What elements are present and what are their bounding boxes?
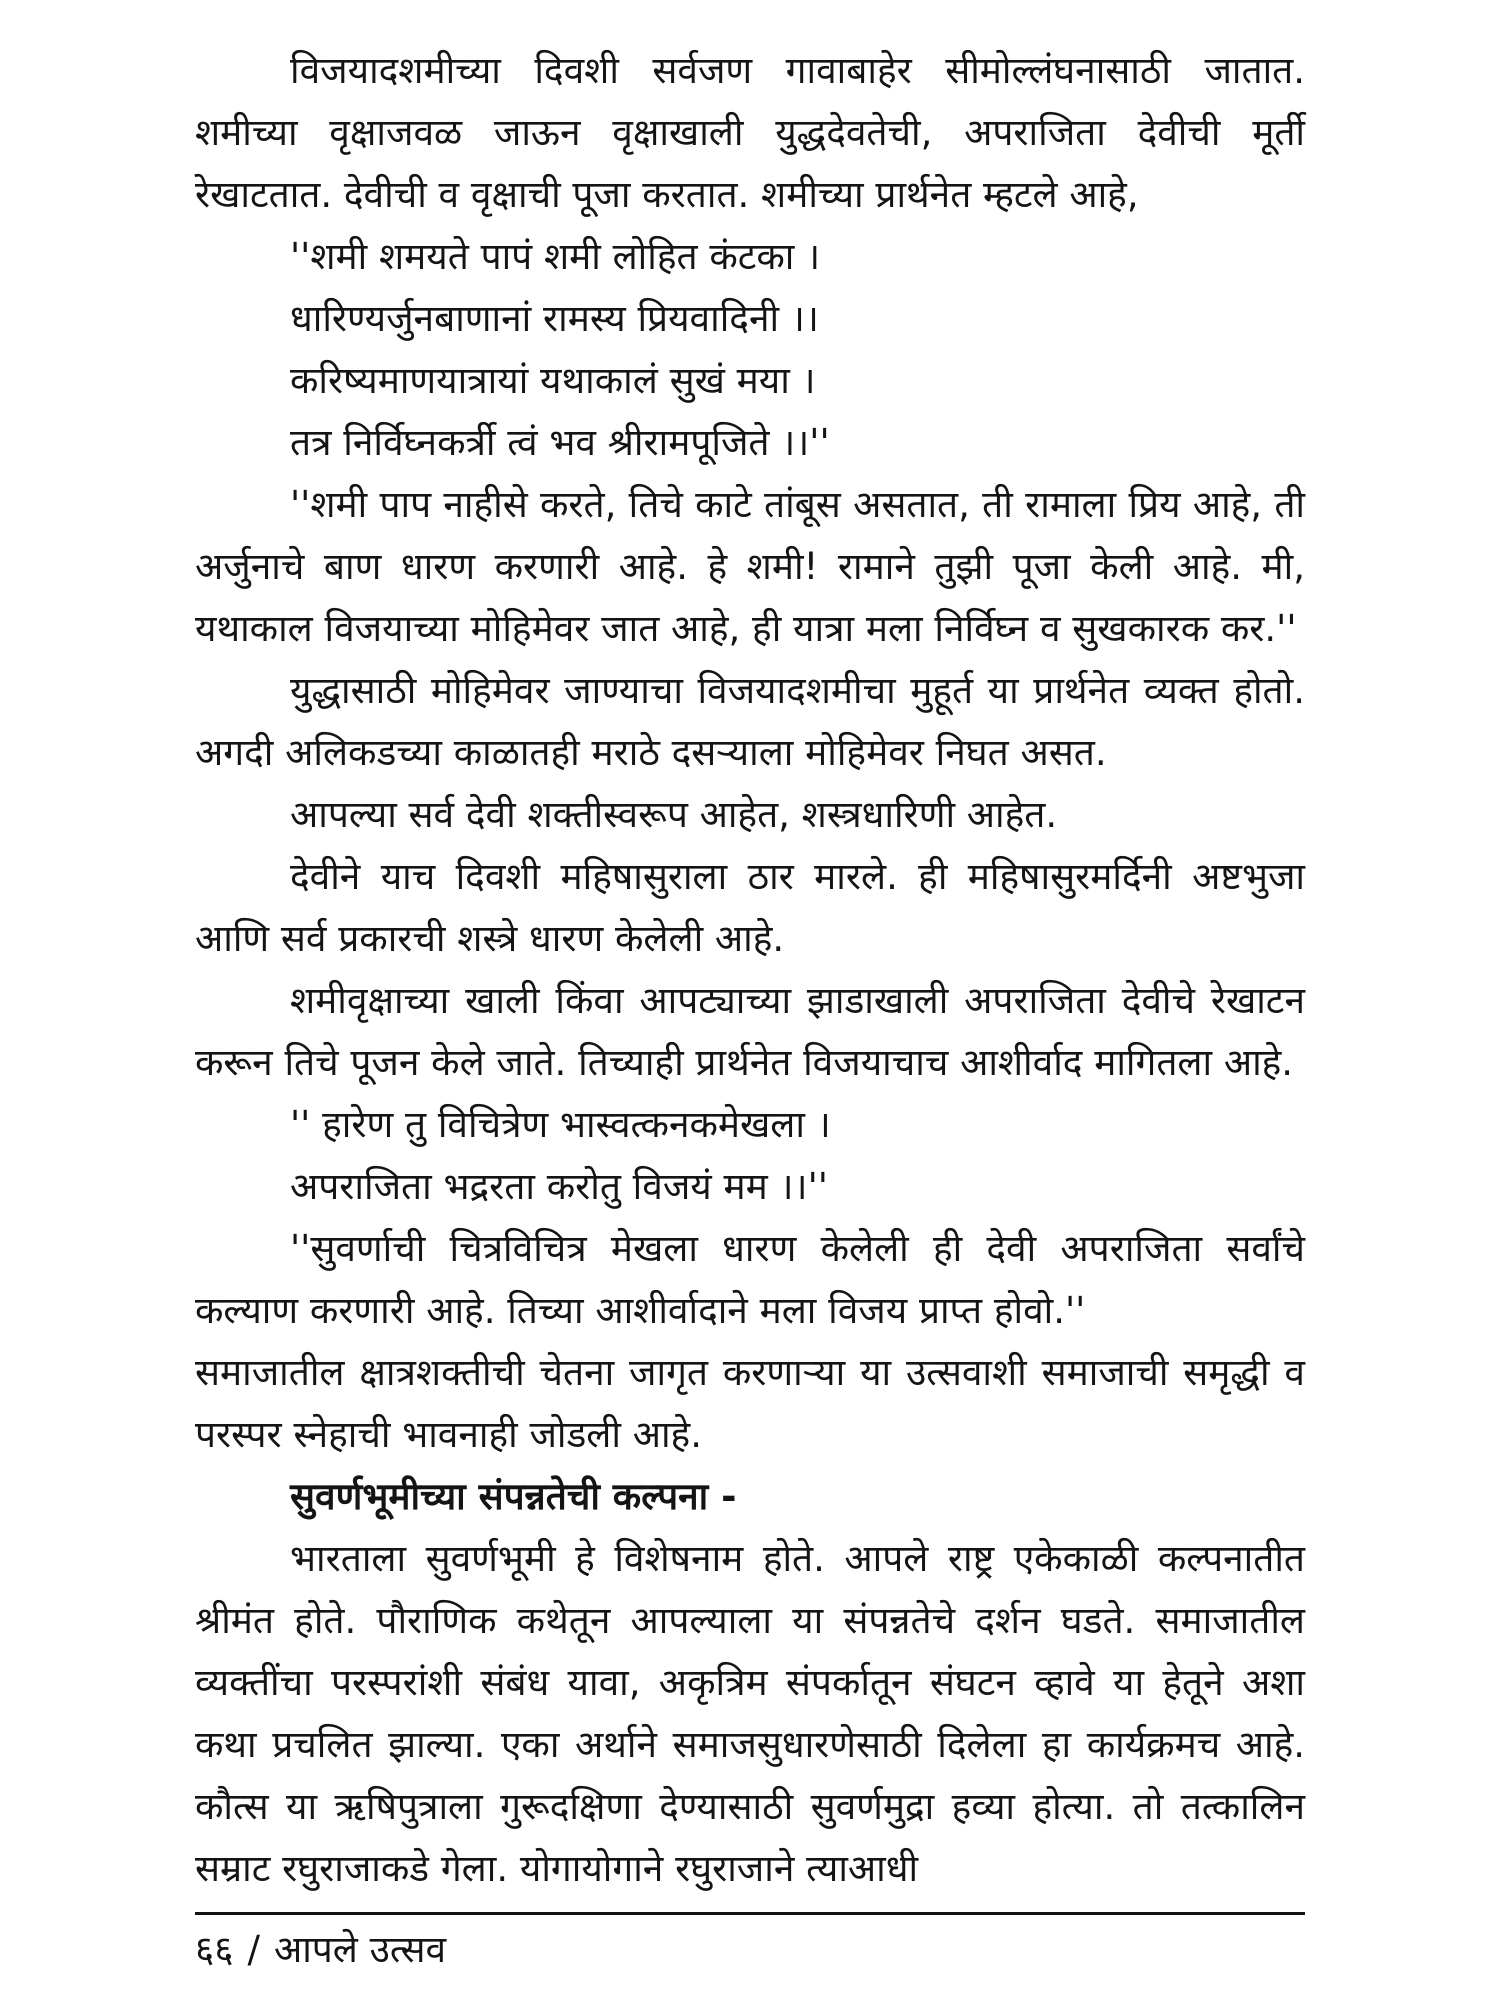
paragraph-9: भारताला सुवर्णभूमी हे विशेषनाम होते. आपले राष्ट्र एकेकाळी कल्पनातीत श्रीमंत होते. पौराणिक कथेतून आपल्याला या संपन्नतेचे दर्शन घडते. समाजातील व्यक्तींचा परस्परांशी संबंध यावा, अकृत्रिम संपर्कातून संघटन व्हावे या हेतूने अशा कथा प्रचलित झाल्या. एका अर्थाने समाजसुधारणेसाठी दिलेला हा कार्यक्रमच आहे. कौत्स या ऋषिपुत्राला गुरूदक्षिणा देण्यासाठी सुवर्णमुद्रा हव्या होत्या. तो तत्कालिन सम्राट रघुराजाकडे गेला. योगायोगाने रघुराजाने त्याआधी [195, 1537, 1305, 1890]
shami-prayer-verse [195, 226, 1305, 474]
paragraph-3: युद्धासाठी मोहिमेवर जाण्याचा विजयादशमीचा मुहूर्त या प्रार्थनेत व्यक्त होतो. अगदी अलिकडच्या काळातही मराठे दसऱ्याला मोहिमेवर निघत असत. [195, 669, 1305, 774]
paragraph-1: विजयादशमीच्या दिवशी सर्वजण गावाबाहेर सीमोल्लंघनासाठी जातात. शमीच्या वृक्षाजवळ जाऊन वृक्षाखाली युद्धदेवतेची, अपराजिता देवीची मूर्ती रेखाटतात. देवीची व वृक्षाची पूजा करतात. शमीच्या प्रार्थनेत म्हटले आहे, [195, 49, 1305, 216]
paragraph-5: देवीने याच दिवशी महिषासुराला ठार मारले. ही महिषासुरमर्दिनी अष्टभुजा आणि सर्व प्रकारची शस्त्रे धारण केलेली आहे. [195, 855, 1305, 960]
page-footer [195, 1925, 446, 1975]
verse-line: करिष्यमाणयात्रायां यथाकालं सुखं मया । [290, 359, 816, 402]
book-title: आपले उत्सव [273, 1928, 447, 1971]
verse-line: '' हारेण तु विचित्रेण भास्वत्कनकमेखला । [290, 1103, 831, 1146]
paragraph-2: ''शमी पाप नाहीसे करते, तिचे काटे तांबूस असतात, ती रामाला प्रिय आहे, ती अर्जुनाचे बाण धारण करणारी आहे. हे शमी! रामाने तुझी पूजा केली आहे. मी, यथाकाल विजयाच्या मोहिमेवर जात आहे, ही यात्रा मला निर्विघ्न व सुखकारक कर.'' [195, 483, 1305, 650]
page-number: ६६ [195, 1928, 234, 1971]
page-body [195, 40, 1305, 1900]
aparajita-prayer-verse [195, 1094, 1305, 1218]
verse-line: अपराजिता भद्ररता करोतु विजयं मम ।।'' [290, 1165, 828, 1208]
footer-divider [195, 1912, 1305, 1915]
verse-line: ''शमी शमयते पापं शमी लोहित कंटका । [290, 235, 821, 278]
verse-line: तत्र निर्विघ्नकर्त्री त्वं भव श्रीरामपूजिते ।।'' [290, 421, 830, 464]
section-heading: सुवर्णभूमीच्या संपन्नतेची कल्पना - [290, 1475, 737, 1518]
footer-separator: / [247, 1928, 260, 1971]
paragraph-8: समाजातील क्षात्रशक्तीची चेतना जागृत करणाऱ्या या उत्सवाशी समाजाची समृद्धी व परस्पर स्नेहाची भावनाही जोडली आहे. [195, 1351, 1305, 1456]
paragraph-4: आपल्या सर्व देवी शक्तीस्वरूप आहेत, शस्त्रधारिणी आहेत. [290, 793, 1058, 836]
paragraph-7: ''सुवर्णाची चित्रविचित्र मेखला धारण केलेली ही देवी अपराजिता सर्वांचे कल्याण करणारी आहे. तिच्या आशीर्वादाने मला विजय प्राप्त होवो.'' [195, 1227, 1305, 1332]
verse-line: धारिण्यर्जुनबाणानां रामस्य प्रियवादिनी ।। [290, 297, 819, 340]
paragraph-6: शमीवृक्षाच्या खाली किंवा आपट्याच्या झाडाखाली अपराजिता देवीचे रेखाटन करून तिचे पूजन केले जाते. तिच्याही प्रार्थनेत विजयाचाच आशीर्वाद मागितला आहे. [195, 979, 1305, 1084]
